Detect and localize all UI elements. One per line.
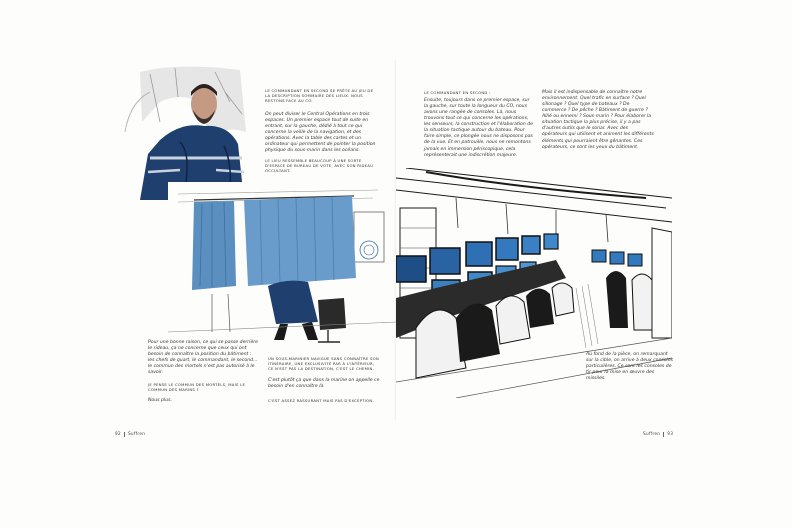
running-title-right: Suffren	[643, 431, 661, 436]
middle-caption: UN SOUS-MARINIER NAVIGUE SANS CONNAÎTRE SON ITINÉRAIRE, UNE EXCLUSIVITÉ PAR À L'INTÉRIEUR, CE N'EST PAS LA DESTINATION, C'EST LE CHEMIN.	[268, 356, 379, 371]
officer-portrait-illustration	[120, 62, 250, 202]
middle-text: C'est plutôt ça que dans la marine on appelle ce besoin d'en connaître là.	[268, 378, 380, 390]
lower-text-2: Nous plus.	[148, 398, 172, 403]
curtain-cabinet-illustration	[168, 182, 396, 344]
heading-caption: LE COMMANDANT EN SECOND :	[424, 90, 491, 95]
col1-text: Ensuite, toujours dans ce premier espace, sur la gauche, sur toute la longueur du CO, nous avons une rangée de consoles. Là, nous trouvons tout ce qui concerne les opérations, les senseurs, la construction et l'élaboration de la situation tactique autour du bateau. Pour faire simple, ce plongée nous ne disposons pas de la vue. Et en patrouille, nous ne remontons jamais en immersion périscopique, cela représenterait une indiscrétion majeure.	[424, 98, 533, 158]
question-caption: JE PENSE LE COMMUN DES MORTELS, MAIS LE COMMUN DES MARINS ?	[148, 382, 246, 392]
folio-left	[115, 431, 145, 437]
running-title-left: Suffren	[127, 431, 146, 436]
page-number-right: 93	[667, 431, 674, 436]
lower-text-1: Pour une bonne raison, ce qui se passe derrière le rideau, ça ne concerne que ceux qui ont besoin de connaître la position du bâtiment : les chefs de quart, le commandant, le second… le commun des mortels n'est pas autorisé à le savoir.	[148, 340, 258, 376]
folio-right	[643, 431, 673, 437]
page-number-left: 92	[115, 431, 121, 436]
right-page	[396, 0, 792, 528]
lower-caption: Au fond de la pièce, on remarquant sur la cible, on arrive à deux consoles particulières. Ce sont les consoles de tir pour la mise en œuvre des missiles.	[586, 352, 674, 382]
intro-text: On peut diviser le Central Opérations en trois espaces. Un premier espace tout de suite en entrant, sur la gauche, dédié à tout ce qui concerne la veille de la navigation, et des opérations. Avec la table des cartes et un ordinateur qui permettent de pointer la position physique du sous-marin dans les océans.	[265, 112, 376, 154]
middle-caption-2: C'EST ASSEZ RASSURANT MAIS PAS D'EXCEPTION.	[268, 398, 374, 403]
intro-caption: LE COMMANDANT EN SECOND SE PRÊTE AU JEU DE LA DESCRIPTION SOMMAIRE DES LIEUX. NOUS RESTONS FACE AU CO.	[265, 88, 374, 103]
cabinet-caption: LE LIEU RESSEMBLE BEAUCOUP À UNE SORTE D'ESPACE DE BUREAU DE VOTE, AVEC SON RIDEAU OCCULTANT.	[265, 158, 374, 173]
col2-text: Mais il est indispensable de connaître notre environnement. Quel trafic en surface ? Quel sillonage ? Quel type de bateaux ? De commerce ? De pêche ? Bâtiment de guerre ? Allié ou ennemi ? Sous-marin ? Pour élaborer la situation tactique la plus précise, il y a pas d'autres outils que le sonar. Avec des opérateurs qui utilisent et animent les différents éléments qui pourraient être gênantes. Ces opérateurs, ce sont les yeux du bâtiment.	[542, 90, 654, 150]
